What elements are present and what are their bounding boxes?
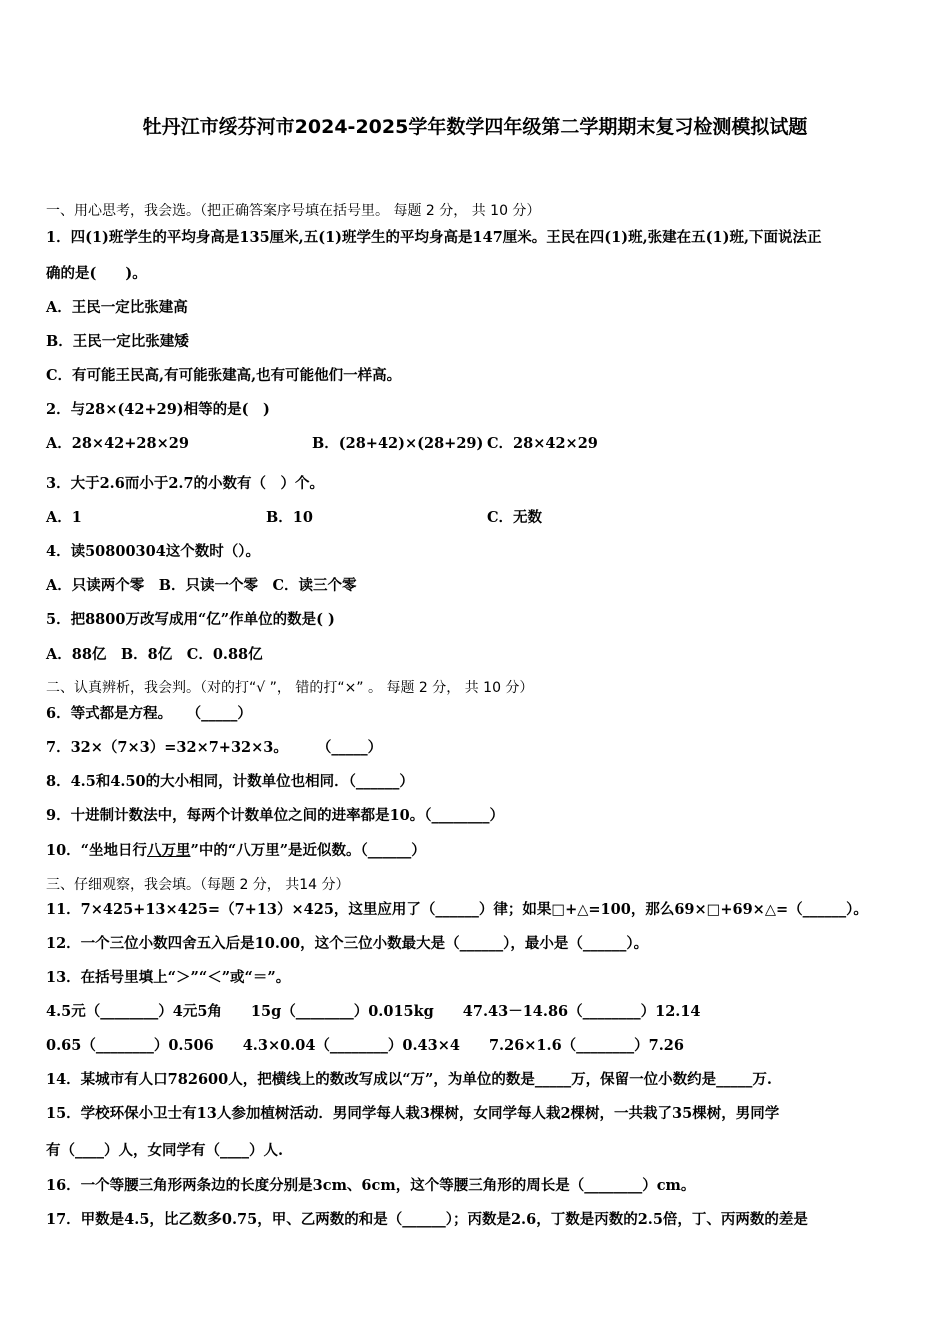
question-2-option-c: C．28×42×29 [487,435,598,452]
question-17: 17．甲数是4.5，比乙数多0.75，甲、乙两数的和是（______）；丙数是2.6，丁数是丙数的2.5倍，丁、丙两数的差是 [46,1211,808,1228]
question-5-options: A．88亿 B．8亿 C．0.88亿 [46,646,263,663]
question-10-underlined: 八万里 [147,842,191,859]
question-1-option-c: C．有可能王民高,有可能张建高,也有可能他们一样高。 [46,367,402,384]
question-3-option-a: A．1 [46,509,82,526]
question-7: 7．32×（7×3）=32×7+32×3。 （_____） [46,739,383,756]
question-4-options: A．只读两个零 B．只读一个零 C．读三个零 [46,577,357,594]
question-1-line-1: 1．四(1)班学生的平均身高是135厘米,五(1)班学生的平均身高是147厘米。王民在四(1)班,张建在五(1)班,下面说法正 [46,229,822,246]
question-3-option-b: B．10 [266,509,313,526]
question-2: 2．与28×(42+29)相等的是( ) [46,401,270,418]
question-6: 6．等式都是方程。 （_____） [46,705,252,722]
question-1-option-a: A．王民一定比张建高 [46,299,188,316]
question-12: 12．一个三位小数四舍五入后是10.00，这个三位小数最大是（______），最小是（______）。 [46,935,649,952]
page-title: 牡丹江市绥芬河市2024-2025学年数学四年级第二学期期末复习检测模拟试题 [142,116,808,138]
question-4: 4．读50800304这个数时（）。 [46,543,261,560]
section-2-heading: 二、认真辨析，我会判。（对的打“√ ”， 错的打“×” 。 每题 2 分， 共 10 分） [46,680,534,696]
question-14: 14．某城市有人口782600人，把横线上的数改写成以“万”，为单位的数是_____万，保留一位小数约是_____万. [46,1071,772,1088]
section-1-heading: 一、用心思考，我会选。（把正确答案序号填在括号里。 每题 2 分， 共 10 分） [46,203,541,219]
question-2-options [46,434,906,454]
question-9: 9．十进制计数法中，每两个计数单位之间的进率都是10。（________） [46,807,505,824]
question-10-prefix: 10．“坐地日行 [46,842,148,859]
question-1-line-2: 确的是( )。 [46,265,147,282]
question-15-line-1: 15．学校环保小卫士有13人参加植树活动．男同学每人栽3棵树，女同学每人栽2棵树，一共栽了35棵树，男同学 [46,1105,780,1122]
question-11: 11．7×425+13×425=（7+13）×425，这里应用了（______）律；如果□+△=100，那么69×□+69×△=（______）。 [46,901,868,918]
section-3-heading: 三、仔细观察，我会填。（每题 2 分， 共14 分） [46,877,350,893]
question-1-option-b: B．王民一定比张建矮 [46,333,189,350]
question-8: 8．4.5和4.50的大小相同，计数单位也相同．（______） [46,773,414,790]
question-2-option-b: B．(28+42)×(28+29) [312,435,484,452]
question-13: 13．在括号里填上“＞”“＜”或“＝”。 [46,969,291,986]
question-10 [46,841,426,861]
question-5: 5．把8800万改写成用“亿”作单位的数是( ) [46,611,335,628]
question-3-options [46,508,906,528]
question-2-option-a: A．28×42+28×29 [46,435,189,452]
question-13-row-1: 4.5元（________）4元5角 15g（________）0.015kg 47.43－14.86（________）12.14 [46,1003,701,1020]
question-16: 16．一个等腰三角形两条边的长度分别是3cm、6cm，这个等腰三角形的周长是（________）cm。 [46,1177,696,1194]
question-13-row-2: 0.65（________）0.506 4.3×0.04（________）0.43×4 7.26×1.6（________）7.26 [46,1037,684,1054]
question-10-suffix: ”中的“八万里”是近似数。（______） [190,842,426,859]
question-3-option-c: C．无数 [487,509,543,526]
question-3: 3．大于2.6而小于2.7的小数有（ ）个。 [46,475,325,492]
question-15-line-2: 有（____）人，女同学有（____）人. [46,1142,284,1159]
